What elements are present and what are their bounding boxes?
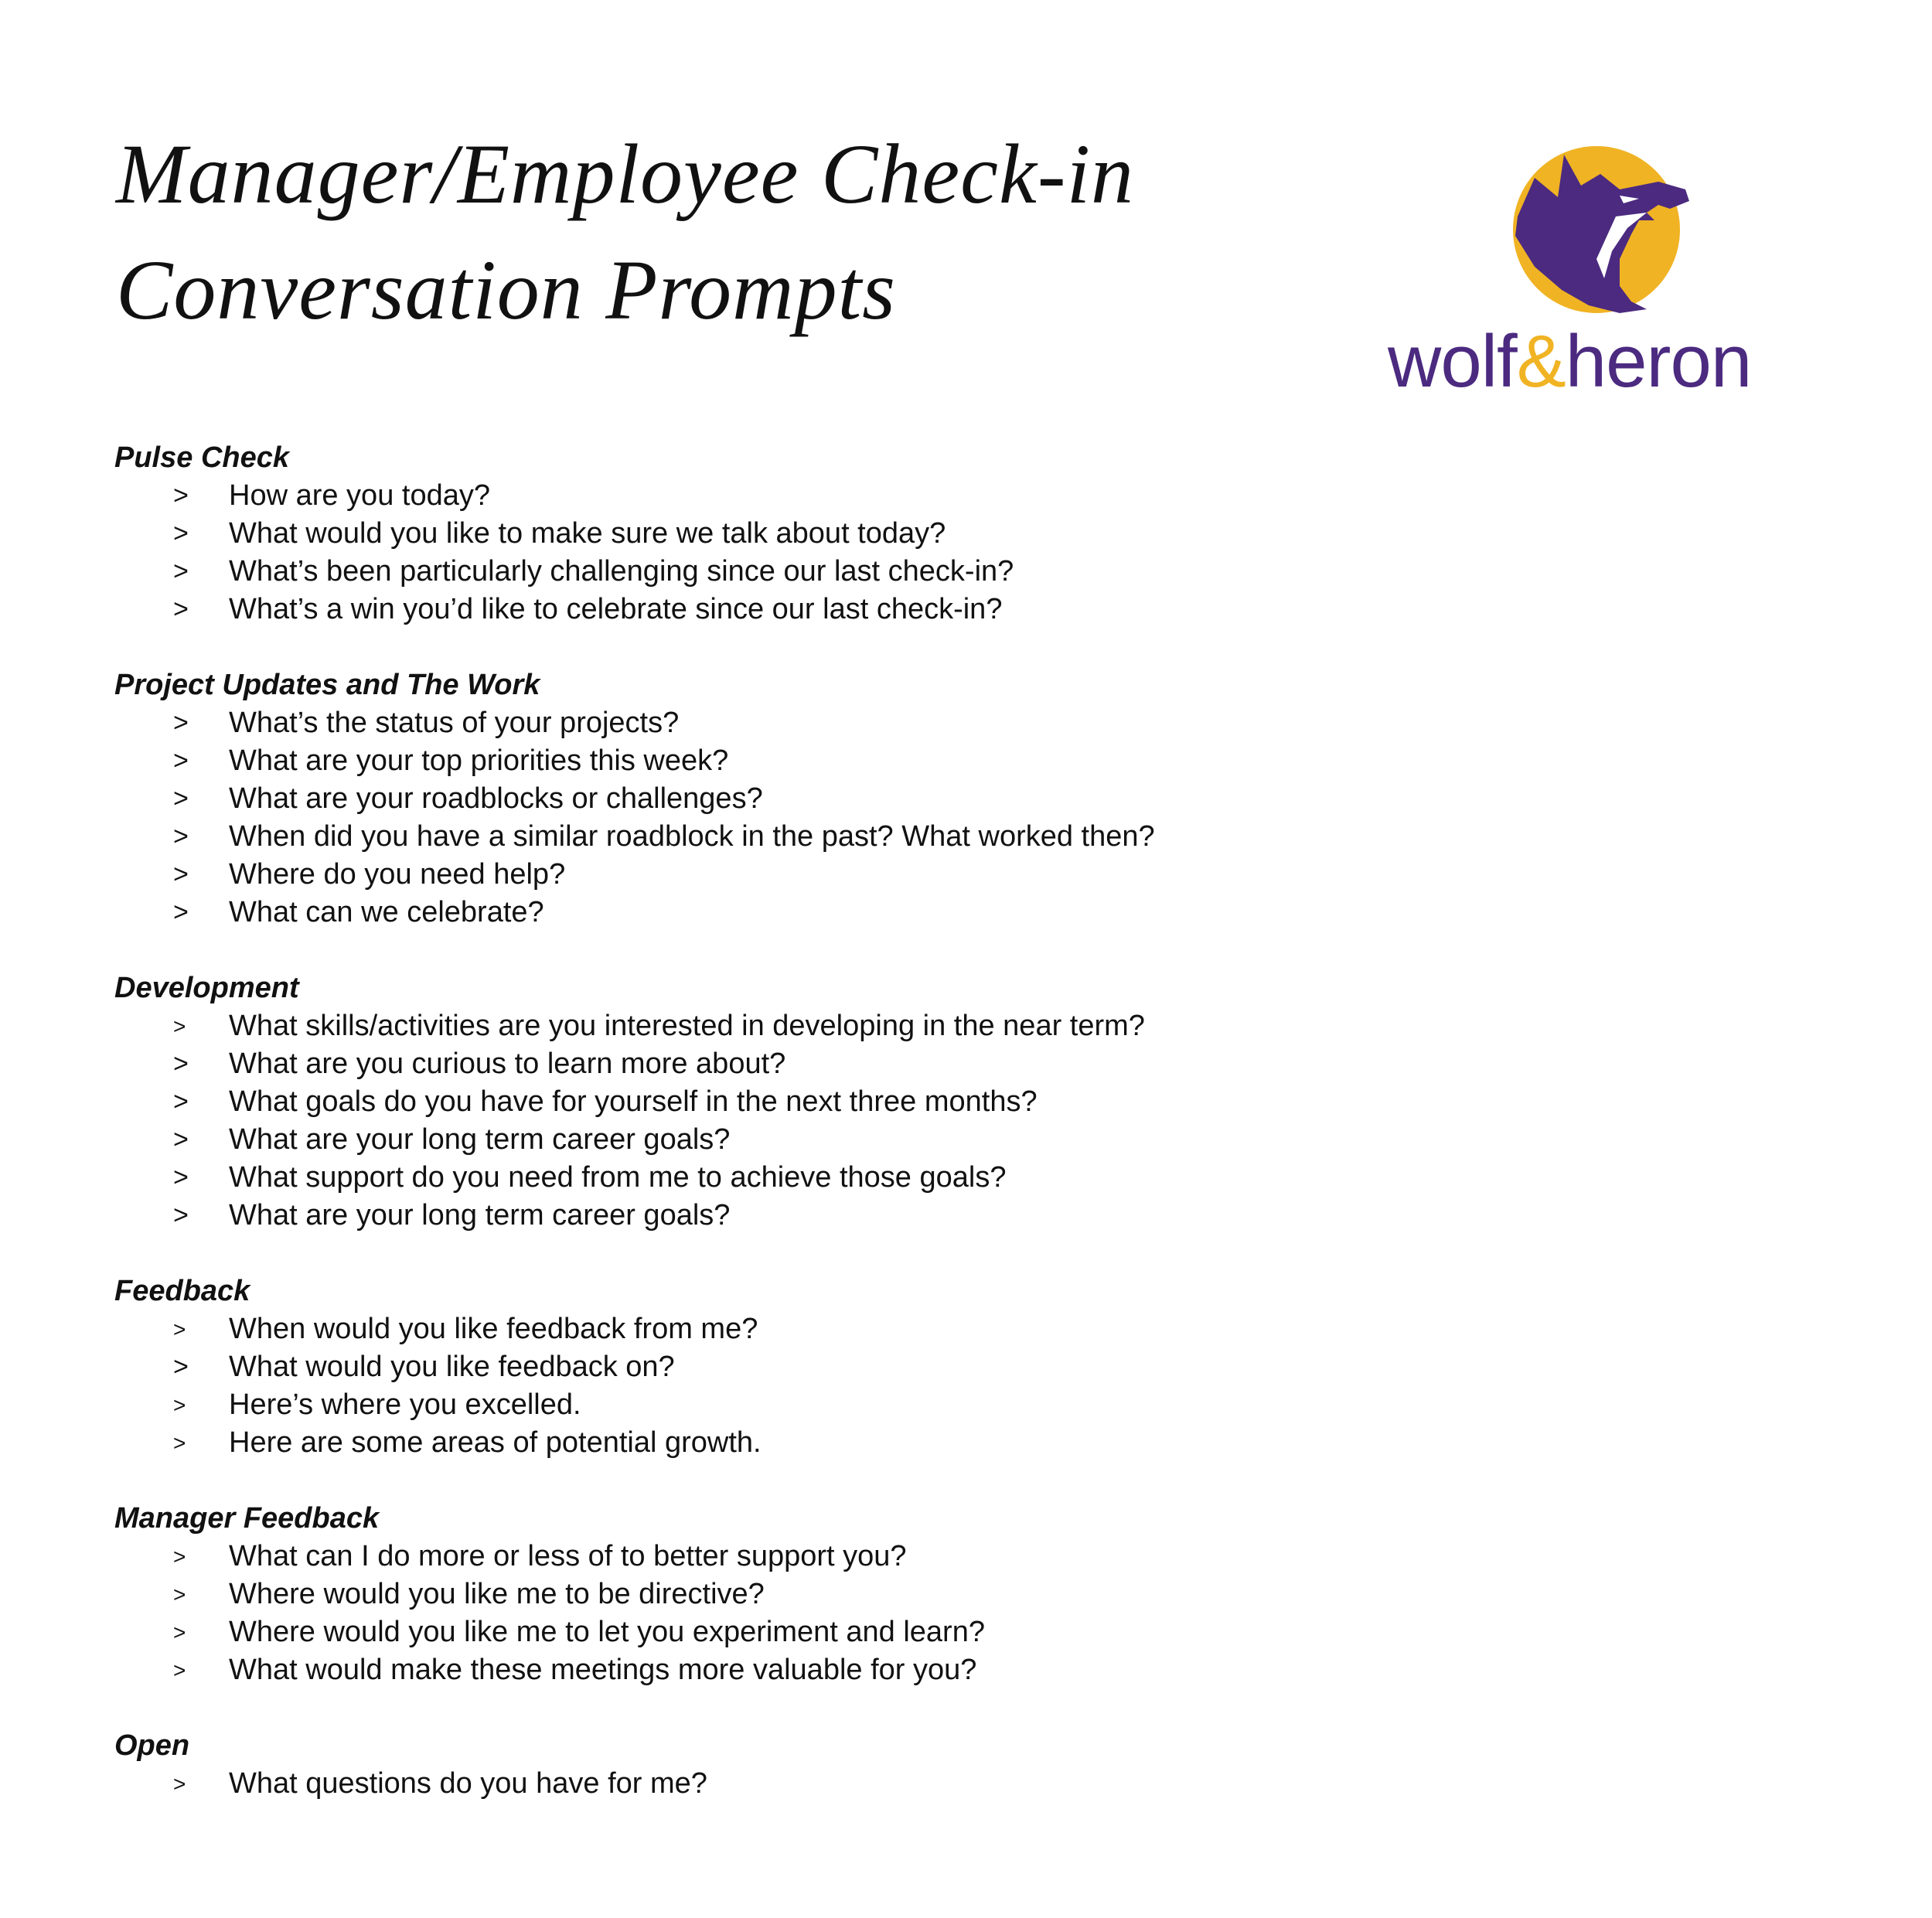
section-heading: Open (114, 1729, 190, 1762)
prompt-text: How are you today? (229, 479, 490, 512)
prompt-list (114, 704, 1274, 932)
section-heading: Pulse Check (114, 441, 289, 474)
chevron-right-icon: > (173, 594, 189, 624)
section-heading: Project Updates and The Work (114, 669, 540, 701)
prompt-text: What are your long term career goals? (229, 1123, 731, 1156)
prompt-text: Here’s where you excelled. (229, 1388, 581, 1421)
prompt-text: Where would you like me to be directive? (229, 1578, 765, 1610)
section-feedback (114, 1272, 1274, 1462)
list-item (114, 1045, 1274, 1083)
prompt-list (114, 477, 1274, 629)
chevron-right-icon: > (173, 898, 189, 927)
prompt-text: What are you curious to learn more about? (229, 1048, 786, 1080)
list-item (114, 1007, 1274, 1045)
prompt-text: What goals do you have for yourself in the next three months? (229, 1085, 1038, 1118)
prompt-text: What can we celebrate? (229, 896, 544, 928)
prompt-text: What skills/activities are you interested in developing in the near term? (229, 1010, 1145, 1042)
brand-word-wolf: wolf (1388, 320, 1517, 403)
page-title-line-2: Conversation Prompts (116, 243, 896, 337)
section-heading: Feedback (114, 1275, 250, 1307)
chevron-right-icon: > (173, 860, 189, 889)
section-pulse-check (114, 439, 1274, 629)
list-item (114, 1576, 1274, 1613)
chevron-right-icon: > (173, 557, 189, 586)
prompt-text: When did you have a similar roadblock in the past? What worked then? (229, 820, 1155, 853)
brand-wordmark (1388, 319, 1821, 404)
list-item (114, 818, 1274, 856)
prompt-text: What would make these meetings more valuable for you? (229, 1654, 977, 1686)
prompt-list (114, 1007, 1274, 1235)
chevron-right-icon: > (173, 1393, 186, 1417)
section-open (114, 1727, 1274, 1803)
brand-ampersand: & (1516, 320, 1566, 403)
brand-logo (1388, 143, 1821, 406)
chevron-right-icon: > (173, 1163, 189, 1192)
list-item (114, 894, 1274, 932)
prompt-text: What’s a win you’d like to celebrate since our last check-in? (229, 593, 1003, 625)
prompt-text: What can I do more or less of to better support you? (229, 1540, 907, 1572)
prompt-text: Here are some areas of potential growth. (229, 1426, 762, 1459)
chevron-right-icon: > (173, 746, 189, 775)
list-item (114, 1613, 1274, 1651)
prompt-text: What would you like feedback on? (229, 1351, 675, 1383)
chevron-right-icon: > (173, 519, 189, 548)
prompt-list (114, 1538, 1274, 1689)
list-item (114, 780, 1274, 818)
list-item (114, 1159, 1274, 1197)
list-item (114, 1197, 1274, 1235)
prompt-text: What’s been particularly challenging since our last check-in? (229, 555, 1014, 588)
chevron-right-icon: > (173, 1087, 189, 1116)
prompt-text: What’s the status of your projects? (229, 707, 680, 739)
list-item (114, 1424, 1274, 1462)
list-item (114, 477, 1274, 515)
list-item (114, 1310, 1274, 1348)
list-item (114, 591, 1274, 629)
prompt-text: What are your long term career goals? (229, 1199, 731, 1232)
prompt-text: What are your roadblocks or challenges? (229, 782, 763, 815)
list-item (114, 1348, 1274, 1386)
list-item (114, 1765, 1274, 1803)
prompt-text: Where would you like me to let you experiment and learn? (229, 1616, 985, 1648)
list-item (114, 1121, 1274, 1159)
prompt-text: What would you like to make sure we talk about today? (229, 517, 946, 550)
list-item (114, 742, 1274, 780)
prompt-text: What are your top priorities this week? (229, 744, 729, 777)
chevron-right-icon: > (173, 1317, 186, 1341)
chevron-right-icon: > (173, 1545, 186, 1569)
chevron-right-icon: > (173, 822, 189, 851)
prompt-text: When would you like feedback from me? (229, 1313, 758, 1345)
prompt-sections (114, 439, 1274, 1841)
prompt-text: What support do you need from me to achieve those goals? (229, 1161, 1007, 1194)
chevron-right-icon: > (173, 1582, 186, 1606)
brand-word-heron: heron (1565, 320, 1752, 403)
chevron-right-icon: > (173, 1620, 186, 1644)
chevron-right-icon: > (173, 1658, 186, 1682)
list-item (114, 704, 1274, 742)
section-development (114, 969, 1274, 1235)
chevron-right-icon: > (173, 1772, 186, 1796)
section-project-updates-and-the-work (114, 666, 1274, 932)
page-title-line-1: Manager/Employee Check-in (116, 127, 1135, 221)
section-manager-feedback (114, 1500, 1274, 1689)
prompt-list (114, 1765, 1274, 1803)
chevron-right-icon: > (173, 1125, 189, 1154)
list-item (114, 1386, 1274, 1424)
chevron-right-icon: > (173, 708, 189, 738)
chevron-right-icon: > (173, 1201, 189, 1230)
list-item (114, 553, 1274, 591)
chevron-right-icon: > (173, 481, 189, 510)
list-item (114, 856, 1274, 894)
section-heading: Development (114, 972, 299, 1004)
prompt-list (114, 1310, 1274, 1462)
list-item (114, 515, 1274, 553)
list-item (114, 1538, 1274, 1576)
prompt-text: Where do you need help? (229, 858, 566, 891)
list-item (114, 1083, 1274, 1121)
page-title (116, 116, 1134, 348)
chevron-right-icon: > (173, 1352, 189, 1381)
chevron-right-icon: > (173, 1049, 189, 1078)
prompt-text: What questions do you have for me? (229, 1767, 707, 1800)
list-item (114, 1651, 1274, 1689)
chevron-right-icon: > (173, 784, 189, 813)
wolf-head-icon (1504, 143, 1697, 321)
chevron-right-icon: > (173, 1431, 186, 1455)
chevron-right-icon: > (173, 1014, 186, 1038)
section-heading: Manager Feedback (114, 1502, 380, 1535)
